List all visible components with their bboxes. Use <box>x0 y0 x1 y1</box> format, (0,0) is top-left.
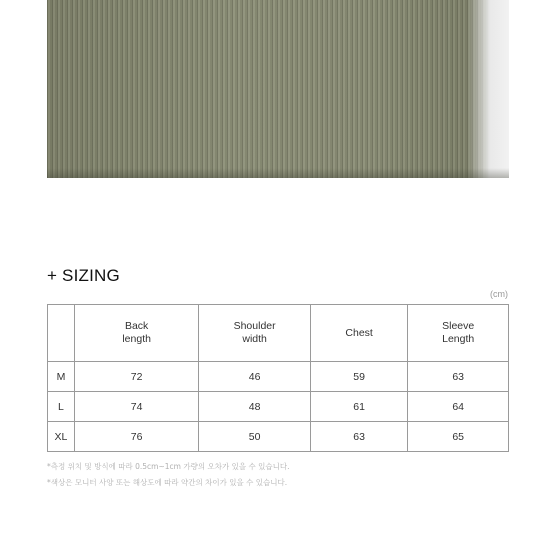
header-line: Back <box>124 320 149 332</box>
measurement-notes <box>47 459 289 491</box>
size-cell: M <box>48 362 75 392</box>
table-row <box>48 422 509 452</box>
header-back-length <box>74 305 198 362</box>
back-length-cell: 76 <box>74 422 198 452</box>
shoulder-width-cell: 48 <box>199 392 311 422</box>
note-line: *색상은 모니터 사양 또는 해상도에 따라 약간의 차이가 있을 수 있습니다. <box>47 478 288 487</box>
sleeve-length-cell: 65 <box>408 422 509 452</box>
shoulder-width-cell: 46 <box>199 362 311 392</box>
sleeve-length-cell: 63 <box>408 362 509 392</box>
header-size <box>48 305 75 362</box>
back-length-cell: 74 <box>74 392 198 422</box>
table-row <box>48 392 509 422</box>
size-table <box>47 304 509 452</box>
header-line: Shoulder <box>233 320 276 332</box>
header-line: Sleeve <box>442 320 475 332</box>
table-header-row <box>48 305 509 362</box>
header-sleeve-length <box>408 305 509 362</box>
note-line: *측정 위치 및 방식에 따라 0.5cm~1cm 가량의 오차가 있을 수 있습니다. <box>47 462 290 471</box>
product-fabric-photo <box>47 0 509 178</box>
photo-hem-shadow <box>47 168 509 178</box>
chest-cell: 61 <box>310 392 407 422</box>
header-line: width <box>242 333 267 345</box>
header-line: Length <box>442 333 475 345</box>
unit-label: (cm) <box>490 289 508 299</box>
size-cell: XL <box>48 422 75 452</box>
shoulder-width-cell: 50 <box>199 422 311 452</box>
table-row <box>48 362 509 392</box>
section-title: + SIZING <box>47 266 120 285</box>
header-chest <box>310 305 407 362</box>
size-cell: L <box>48 392 75 422</box>
chest-cell: 59 <box>310 362 407 392</box>
header-line: Chest <box>345 326 373 339</box>
sleeve-length-cell: 64 <box>408 392 509 422</box>
back-length-cell: 72 <box>74 362 198 392</box>
chest-cell: 63 <box>310 422 407 452</box>
photo-edge-shadow <box>467 0 509 178</box>
header-line: length <box>122 333 151 345</box>
header-shoulder-width <box>199 305 311 362</box>
